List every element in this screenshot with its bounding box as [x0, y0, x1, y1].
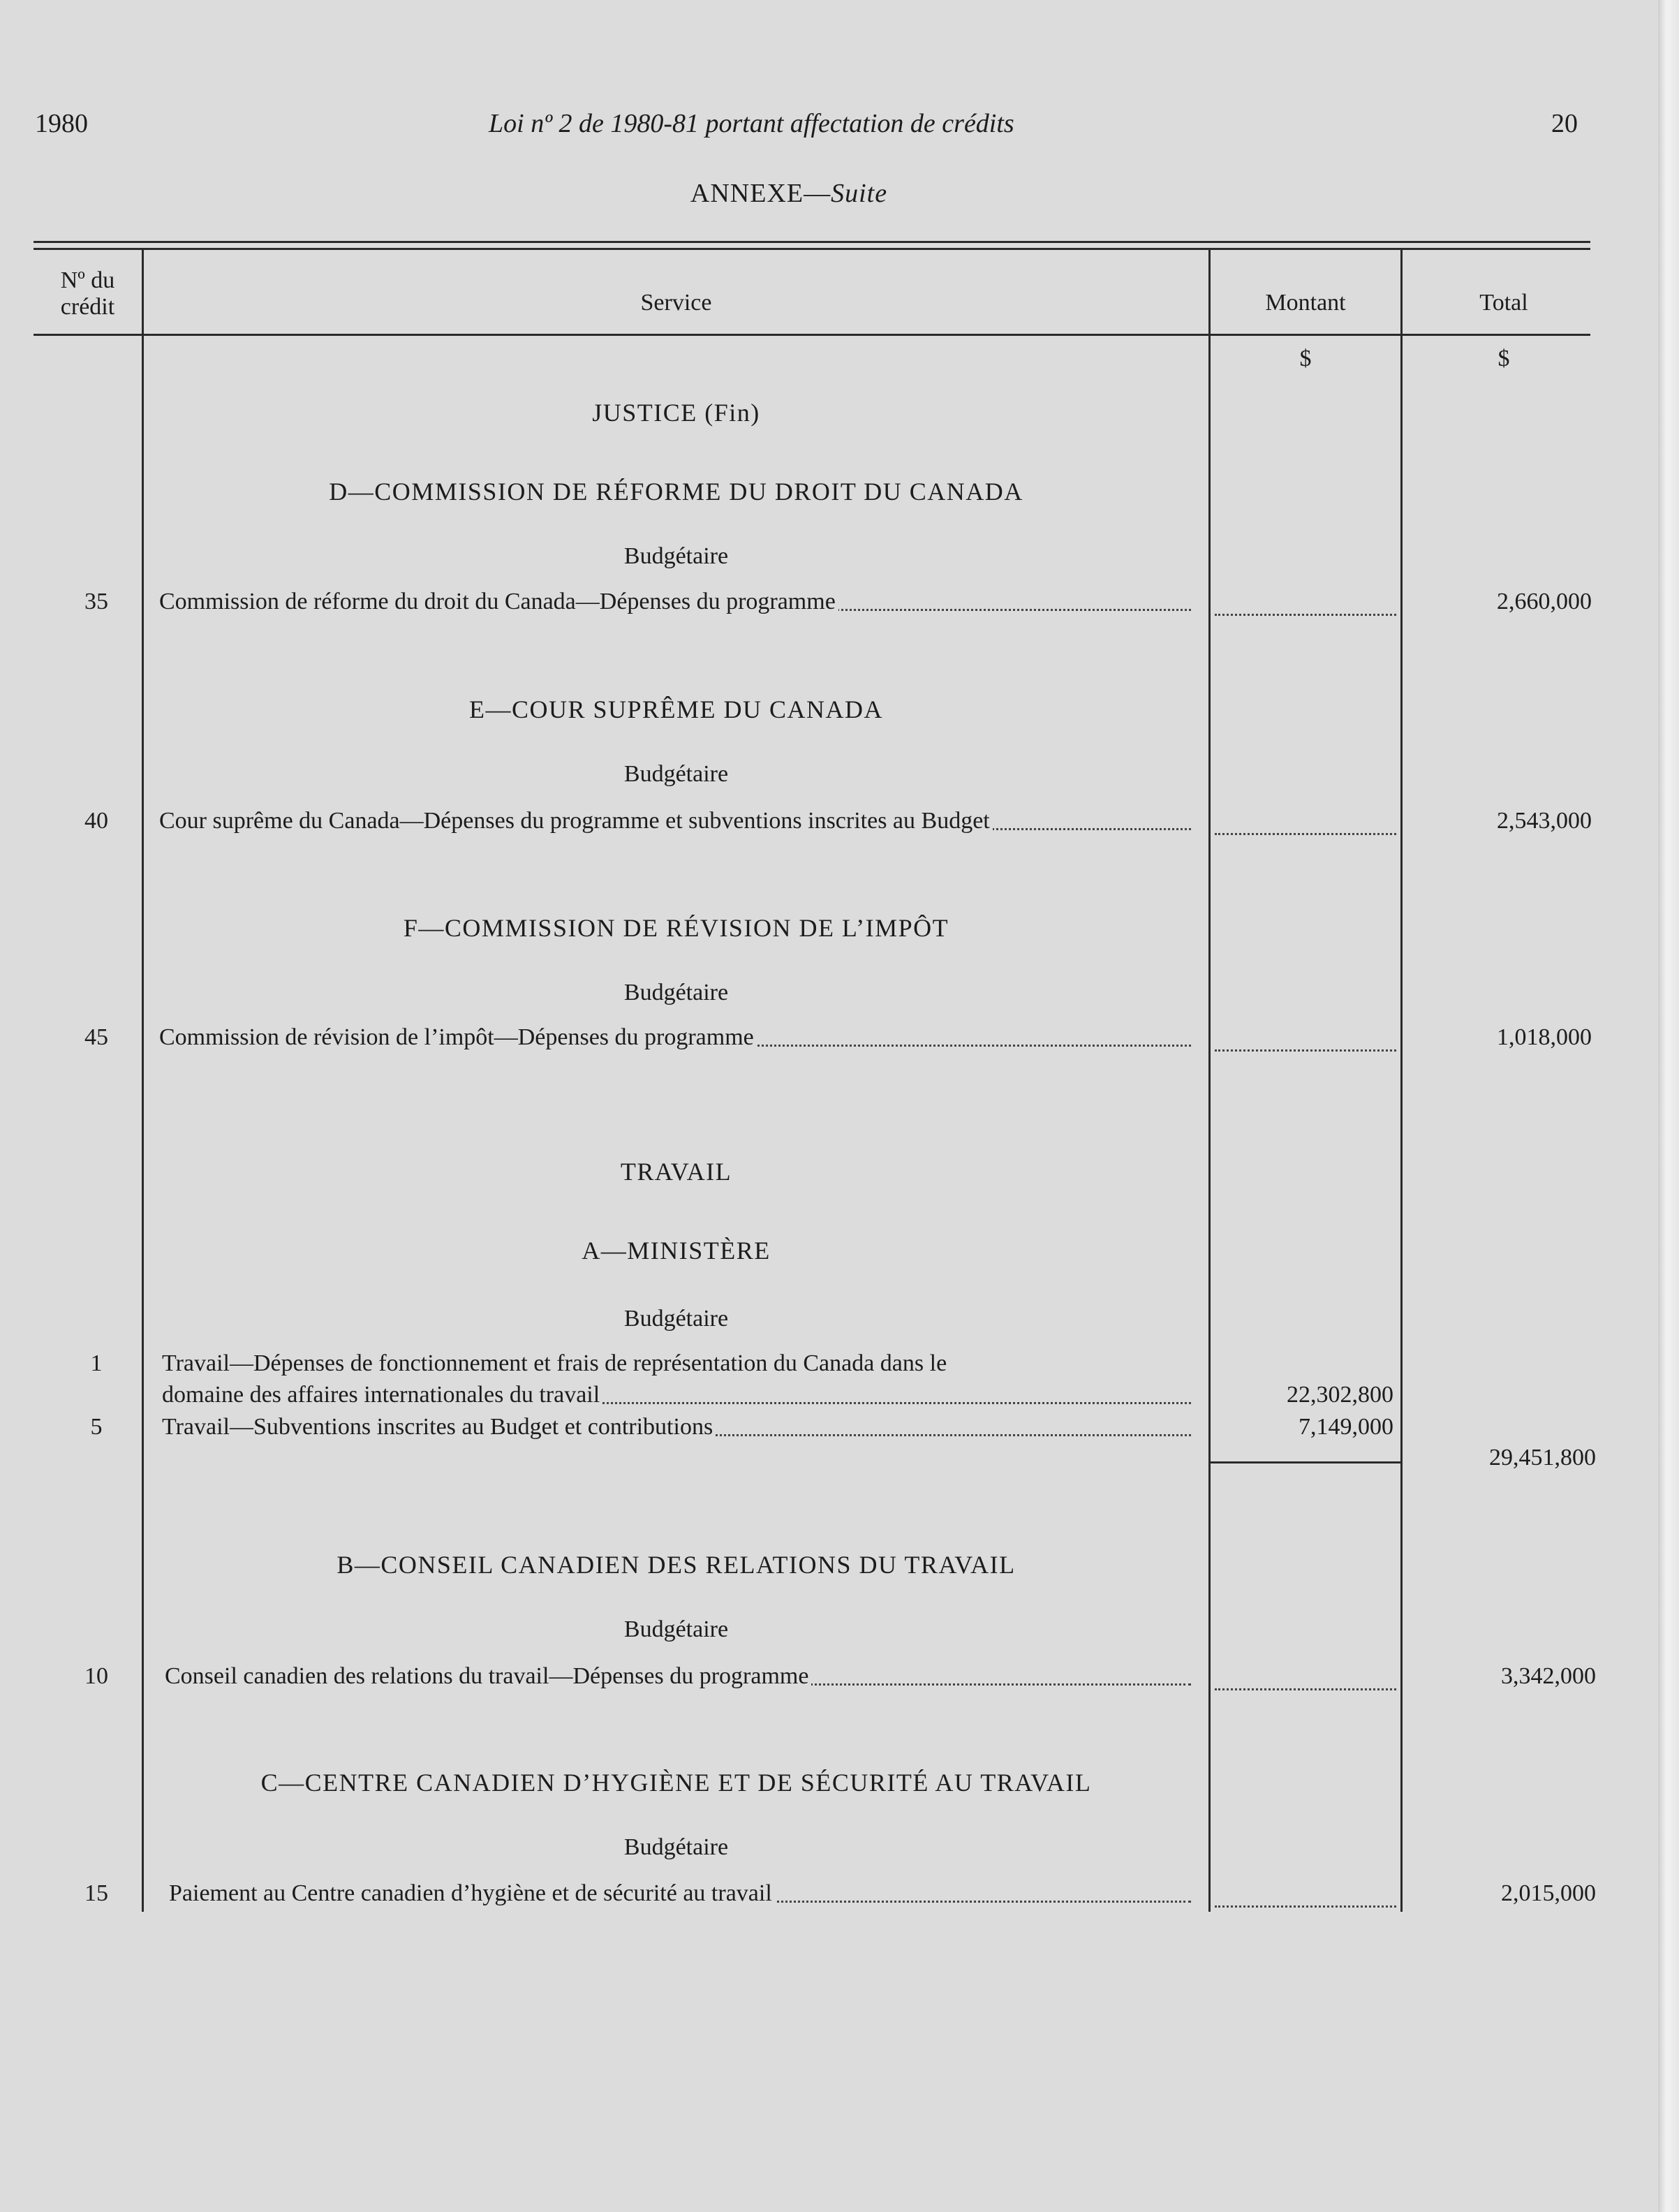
vote-description-text: Paiement au Centre canadien d’hygiène et de sécurité au travail: [169, 1880, 775, 1906]
column-divider-amount: [1208, 249, 1211, 1912]
vote-total: 2,015,000: [1501, 1880, 1596, 1906]
vote-description-text: Conseil canadien des relations du travail—Dépenses du programme: [165, 1663, 811, 1689]
vote-number: 5: [90, 1414, 103, 1440]
section-heading-justice-f: F—COMMISSION DE RÉVISION DE L’IMPÔT: [403, 914, 949, 942]
amount-unit: $: [1299, 346, 1312, 371]
section-heading-travail-b: B—CONSEIL CANADIEN DES RELATIONS DU TRAVAIL: [336, 1551, 1016, 1579]
amount-leader: [1215, 1049, 1396, 1052]
vote-total: 2,543,000: [1497, 808, 1592, 834]
vote-description-text: Cour suprême du Canada—Dépenses du programme et subventions inscrites au Budget: [159, 808, 993, 834]
vote-number: 1: [90, 1350, 103, 1376]
subtotal-rule: [1208, 1461, 1403, 1463]
section-heading-travail: TRAVAIL: [620, 1158, 732, 1186]
budgetary-label: Budgétaire: [623, 761, 729, 787]
annex-label: ANNEXE—: [690, 179, 831, 208]
budgetary-label: Budgétaire: [623, 980, 729, 1005]
vote-description: [159, 808, 1191, 834]
column-header-vote-line1: Nº du: [60, 267, 115, 293]
vote-number: 10: [84, 1663, 108, 1689]
budgetary-label: Budgétaire: [623, 1834, 729, 1860]
section-heading-justice: JUSTICE (Fin): [592, 399, 760, 427]
section-heading-justice-e: E—COUR SUPRÊME DU CANADA: [468, 695, 884, 723]
vote-description: [162, 1382, 1191, 1408]
section-heading-justice-d: D—COMMISSION DE RÉFORME DU DROIT DU CANADA: [329, 478, 1023, 506]
vote-description: [159, 589, 1191, 615]
table-top-rule-1: [34, 241, 1590, 243]
table-header-rule: [34, 334, 1590, 336]
column-header-vote-line2: crédit: [60, 294, 115, 320]
vote-total: 1,018,000: [1497, 1024, 1592, 1050]
column-header-vote: [34, 267, 142, 320]
column-header-service: Service: [640, 290, 712, 316]
budgetary-label: Budgétaire: [623, 1616, 729, 1642]
header-year: 1980: [35, 109, 88, 138]
vote-description: [162, 1414, 1191, 1440]
vote-description: [159, 1024, 1191, 1051]
annex-suffix: Suite: [831, 179, 888, 208]
vote-amount: 22,302,800: [1287, 1382, 1393, 1408]
budgetary-label: Budgétaire: [623, 1306, 729, 1332]
column-header-amount: Montant: [1265, 290, 1346, 316]
vote-description: [165, 1663, 1191, 1690]
vote-number: 35: [84, 589, 108, 614]
section-heading-travail-a: A—MINISTÈRE: [582, 1237, 771, 1264]
vote-description-line1: Travail—Dépenses de fonctionnement et frais de représentation du Canada dans le: [162, 1350, 947, 1376]
page-edge: [1658, 0, 1679, 2212]
vote-total: 3,342,000: [1501, 1663, 1596, 1689]
amount-leader: [1215, 1688, 1396, 1690]
vote-description: [169, 1880, 1191, 1907]
annex-heading: [0, 178, 1578, 209]
vote-description-text: domaine des affaires internationales du travail: [162, 1382, 602, 1408]
vote-total: 2,660,000: [1497, 589, 1592, 614]
vote-number: 15: [84, 1880, 108, 1906]
column-divider-total: [1400, 249, 1403, 1912]
vote-description-text: Commission de révision de l’impôt—Dépenses du programme: [159, 1024, 757, 1050]
page-number: 20: [1551, 109, 1578, 138]
column-header-total: Total: [1479, 290, 1528, 316]
vote-amount: 7,149,000: [1299, 1414, 1393, 1440]
group-total: 29,451,800: [1489, 1445, 1596, 1470]
amount-leader: [1215, 614, 1396, 616]
amount-leader: [1215, 833, 1396, 835]
section-heading-travail-c: C—CENTRE CANADIEN D’HYGIÈNE ET DE SÉCURITÉ AU TRAVAIL: [260, 1769, 1092, 1797]
vote-description-text: Commission de réforme du droit du Canada—Dépenses du programme: [159, 589, 838, 614]
page-title: Loi nº 2 de 1980-81 portant affectation de crédits: [489, 109, 1014, 138]
total-unit: $: [1497, 346, 1510, 371]
vote-description-text: Travail—Subventions inscrites au Budget et contributions: [162, 1414, 716, 1440]
vote-number: 45: [84, 1024, 108, 1050]
table-top-rule-2: [34, 248, 1590, 250]
amount-leader: [1215, 1905, 1396, 1908]
vote-number: 40: [84, 808, 108, 834]
budgetary-label: Budgétaire: [623, 543, 729, 569]
